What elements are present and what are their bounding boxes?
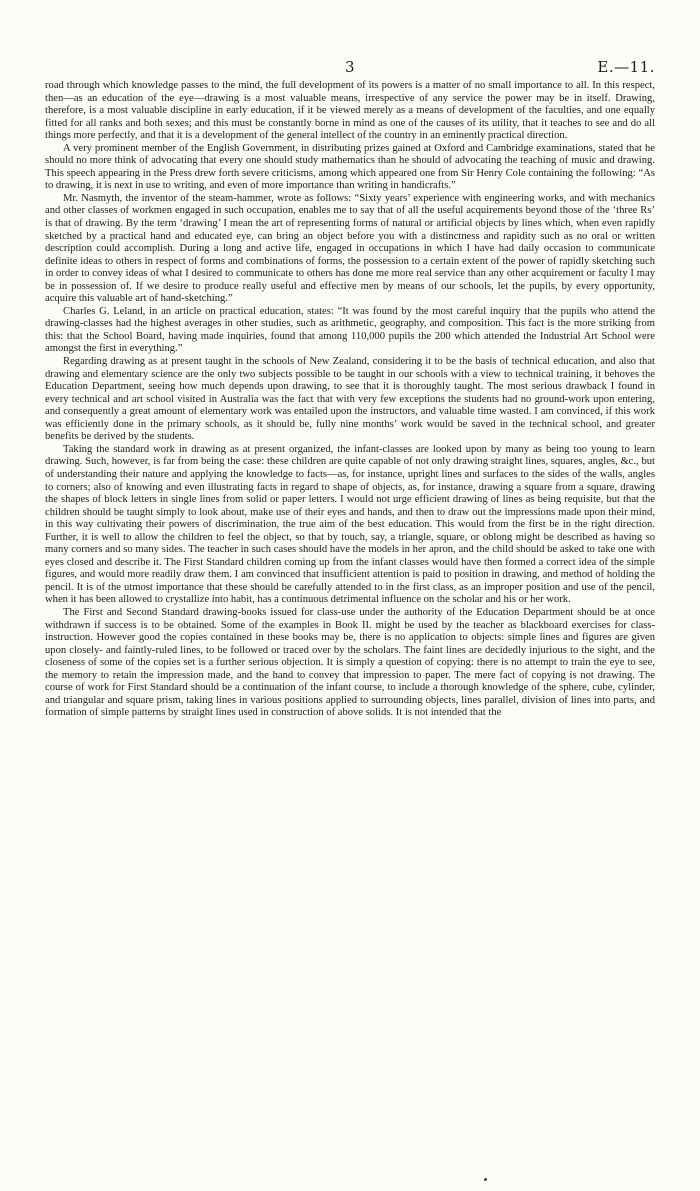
ink-speck — [484, 1178, 487, 1181]
paragraph: The First and Second Standard drawing-books issued for class-use under the authority of the Education Department should be at once withdrawn if success is to be obtained. Some of the examples in Book II. might be used by the teacher as blackboard exercises for class-instruction. However good the copies contained in these books may be, there is no application to objects: simple lines and figures are given upon closely- and faintly-ruled lines, to be followed or traced over by the scholars. The faint lines are decidedly injurious to the sight, and the closeness of some of the copies set is a further serious objection. It is simply a question of copying: there is no attempt to train the eye to see, the memory to retain the impression made, and the hand to convey that impression to paper. The mere fact of copying is not drawing. The course of work for First Standard should be a continuation of the infant course, to include a thorough knowledge of the sphere, cube, cylinder, and triangular and square prism, taking lines in various positions applied to surrounding objects, lines parallel, division of lines into parts, and formation of simple patterns by straight lines used in construction of above solids. It is not intended that the — [45, 606, 655, 719]
page-header — [45, 58, 655, 78]
paragraph: road through which knowledge passes to the mind, the full development of its powers is a matter of no small importance to all. In this respect, then—as an education of the eye—drawing is a most valuable means, irrespective of any service the power may be in itself. Drawing, therefore, is a most valuable discipline in early education, if it be viewed merely as a means of development of the faculties, and one equally fitted for all ranks and both sexes; and this must be constantly borne in mind as one of the causes of its utility, that it teaches to see and do all things more perfectly, and that it is a development of the general intellect of the country in an eminently practical direction. — [45, 80, 655, 142]
paragraph: Taking the standard work in drawing as at present organized, the infant-classes are looked upon by many as being too young to learn drawing. Such, however, is far from being the case: these children are quite capable of not only drawing straight lines, squares, angles, &c., but of understanding their nature and applying the knowledge to facts—as, for instance, upright lines and surfaces to the sides of the walls, angles to corners; also of knowing and even illustrating facts in regard to shape of objects, as, for instance, drawing a square from a square, drawing the shapes of block letters in single lines from solid or paper letters. I would not urge efficient drawing of lines as being requisite, but that the children should be taught simply to look about, make use of their eyes and hands, and then to draw out the impressions made upon their mind, in this way cultivating their powers of discrimination, the true aim of the best education. This would from the first be in the right direction. Further, it is well to allow the children to feel the object, so that by touch, say, a triangle, square, or oblong might be described as having so many corners and so many sides. The teacher in such cases should have the models in her apron, and the child should be asked to take one with eyes closed and describe it. The First Standard children coming up from the infant classes would have then formed a correct idea of the simple figures, and would more readily draw them. I am convinced that insufficient attention is paid to position in drawing, and method of holding the pencil. It is of the utmost importance that these should be carefully attended to in the first class, as an improper position and use of the pencil, when it has been allowed to crystallize into habit, has a continuous detrimental influence on the scholar and his or her work. — [45, 443, 655, 606]
document-reference: E.—11. — [597, 58, 655, 76]
body-text — [45, 80, 655, 720]
paragraph: A very prominent member of the English Government, in distributing prizes gained at Oxford and Cambridge examinations, stated that he should no more think of advocating that every one should study mathematics than he should of advocating the teaching of music and drawing. This speech appearing in the Press drew forth severe criticisms, among which appeared one from Sir Henry Cole containing the following: “As to drawing, it is next in use to writing, and even of more importance than writing in handicrafts.” — [45, 142, 655, 192]
paragraph: Mr. Nasmyth, the inventor of the steam-hammer, wrote as follows: “Sixty years’ experience with engineering works, and with mechanics and other classes of workmen engaged in such occupation, enables me to say that of all the useful acquirements beyond those of the ‘three Rs’ is that of drawing. By the term ‘drawing’ I mean the art of representing forms of natural or artificial objects by lines which, when even rapidly sketched by a practical hand and educated eye, can bring an object before you with a distinctness and rapidity such as no oral or written description could accomplish. During a long and active life, engaged in occupations in which I have had daily occasion to communicate definite ideas to others in respect of forms and combinations of forms, the possession to a certain extent of the power of rapidly sketching such in order to convey ideas of what I desired to communicate to others has done me more real service than any other acquirement or faculty I may be in possession of. If we desire to produce really useful and effective men by means of our schools, let the pupils, by every opportunity, acquire this valuable art of hand-sketching.” — [45, 192, 655, 305]
paragraph: Regarding drawing as at present taught in the schools of New Zealand, considering it to be the basis of technical education, and also that drawing and elementary science are the only two subjects possible to be taught in our schools with a view to technical training, it behoves the Education Department, seeing how much depends upon drawing, to see that it is thoroughly taught. The most serious drawback I found in every technical and art school visited in Australia was the fact that with very few exceptions the students had no ground-work upon entering, and consequently a great amount of elementary work was entailed upon the instructors, and valuable time wasted. I am convinced, if this work was efficiently done in the primary schools, as it should be, fully nine months’ work would be saved in the technical school, and greater benefits be derived by the students. — [45, 356, 655, 443]
paragraph: Charles G. Leland, in an article on practical education, states: “It was found by the most careful inquiry that the pupils who attend the drawing-classes had the highest averages in other studies, such as arithmetic, geography, and composition. This fact is the more striking from this: that the School Board, having made inquiries, found that among 110,000 pupils the 200 which attended the Industrial Art School were amongst the first in everything.” — [45, 305, 655, 355]
page-number: 3 — [344, 58, 356, 76]
